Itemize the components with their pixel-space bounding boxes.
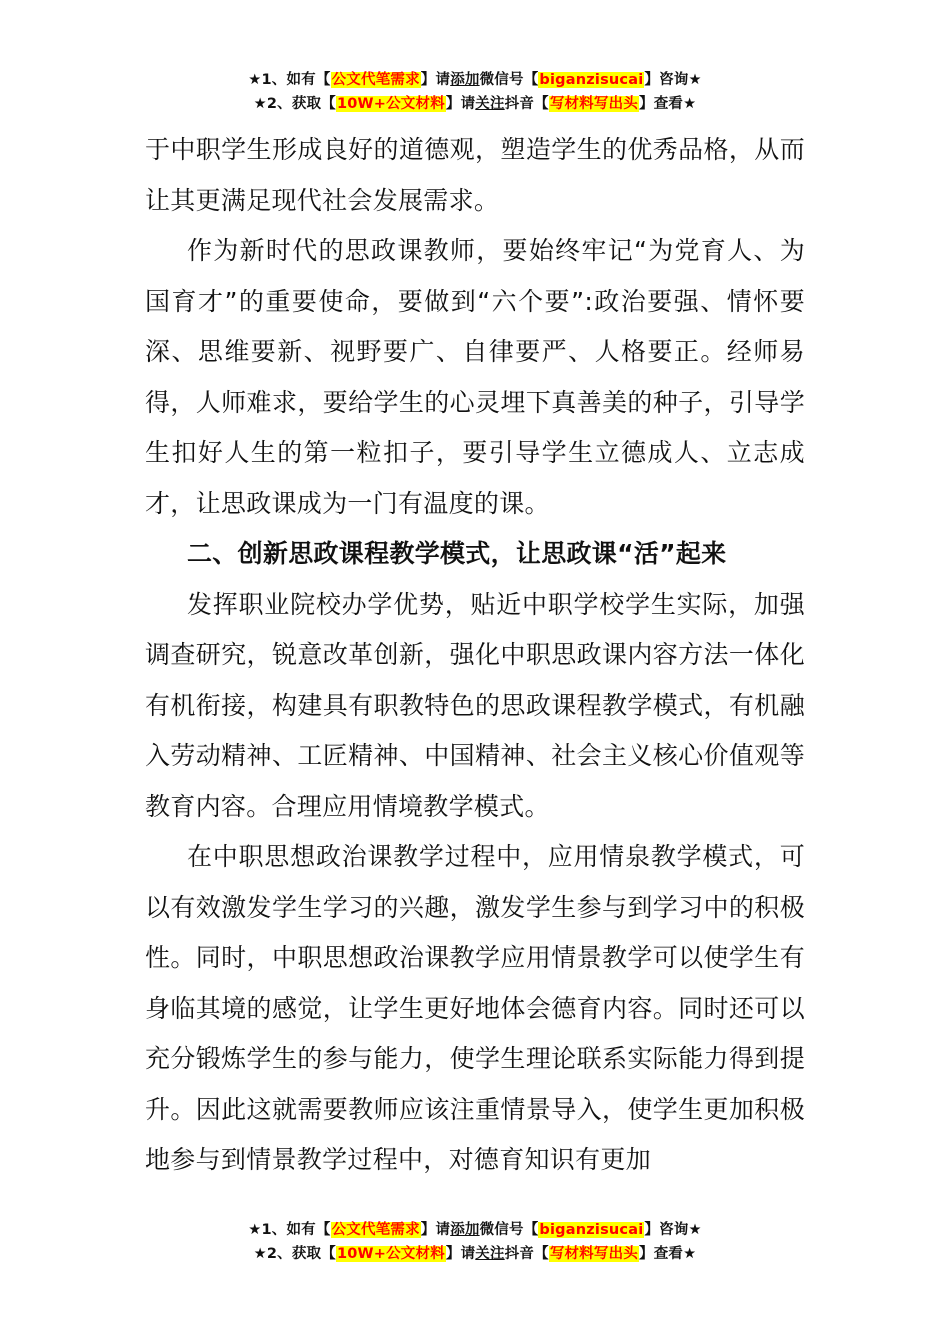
underlined-text: 添加: [450, 1222, 480, 1238]
header-banner: [0, 68, 950, 116]
banner-text: 微信号【: [479, 72, 539, 88]
banner-text: 】请: [420, 72, 451, 88]
highlight-materials: 10W+公文材料: [336, 1246, 445, 1262]
highlight-materials: 10W+公文材料: [336, 96, 445, 112]
underlined-text: 关注: [475, 96, 505, 112]
banner-text: 】请: [445, 1246, 476, 1262]
banner-line-1: [0, 1218, 950, 1242]
banner-line-2: [0, 1242, 950, 1266]
banner-text: 】咨询★: [644, 1222, 702, 1238]
highlight-service: 公文代笔需求: [331, 72, 420, 88]
banner-text: ★2、获取【: [253, 1246, 336, 1262]
paragraph-1: 于中职学生形成良好的道德观，塑造学生的优秀品格，从而让其更满足现代社会发展需求。: [145, 135, 805, 215]
section-heading: 二、创新思政课程教学模式，让思政课“活”起来: [187, 539, 727, 568]
banner-text: 】请: [420, 1222, 451, 1238]
banner-text: ★1、如有【: [248, 1222, 331, 1238]
highlight-wechat-id: biganzisucai: [539, 72, 644, 88]
banner-text: 】查看★: [639, 1246, 697, 1262]
paragraph-4: 在中职思想政治课教学过程中，应用情泉教学模式，可以有效激发学生学习的兴趣，激发学生参与到学习中的积极性。同时，中职思想政治课教学应用情景教学可以使学生有身临其境的感觉，让学生更好地体会德育内容。同时还可以充分锻炼学生的参与能力，使学生理论联系实际能力得到提升。因此这就需要教师应该注重情景导入，使学生更加积极地参与到情景教学过程中，对德育知识有更加: [145, 842, 805, 1174]
highlight-douyin-id: 写材料写出头: [549, 1246, 639, 1262]
footer-banner: [0, 1218, 950, 1266]
banner-text: ★2、获取【: [253, 96, 336, 112]
banner-text: 】请: [445, 96, 476, 112]
document-body: [145, 125, 805, 1186]
banner-line-1: [0, 68, 950, 92]
banner-text: 】咨询★: [644, 72, 702, 88]
paragraph-3: 发挥职业院校办学优势，贴近中职学校学生实际，加强调查研究，锐意改革创新，强化中职思政课内容方法一体化有机衔接，构建具有职教特色的思政课程教学模式，有机融入劳动精神、工匠精神、中国精神、社会主义核心价值观等教育内容。合理应用情境教学模式。: [145, 589, 805, 821]
highlight-douyin-id: 写材料写出头: [549, 96, 639, 112]
paragraph-2: 作为新时代的思政课教师，要始终牢记“为党育人、为国育才”的重要使命，要做到“六个要”:政治要强、情怀要深、思维要新、视野要广、自律要严、人格要正。经师易得，人师难求，要给学生的心灵埋下真善美的种子，引导学生扣好人生的第一粒扣子，要引导学生立德成人、立志成才，让思政课成为一门有温度的课。: [145, 236, 805, 518]
banner-line-2: [0, 92, 950, 116]
banner-text: 】查看★: [639, 96, 697, 112]
underlined-text: 添加: [450, 72, 480, 88]
banner-text: ★1、如有【: [248, 72, 331, 88]
banner-text: 微信号【: [479, 1222, 539, 1238]
banner-text: 抖音【: [504, 1246, 549, 1262]
highlight-service: 公文代笔需求: [331, 1222, 420, 1238]
banner-text: 抖音【: [504, 96, 549, 112]
highlight-wechat-id: biganzisucai: [539, 1222, 644, 1238]
underlined-text: 关注: [475, 1246, 505, 1262]
